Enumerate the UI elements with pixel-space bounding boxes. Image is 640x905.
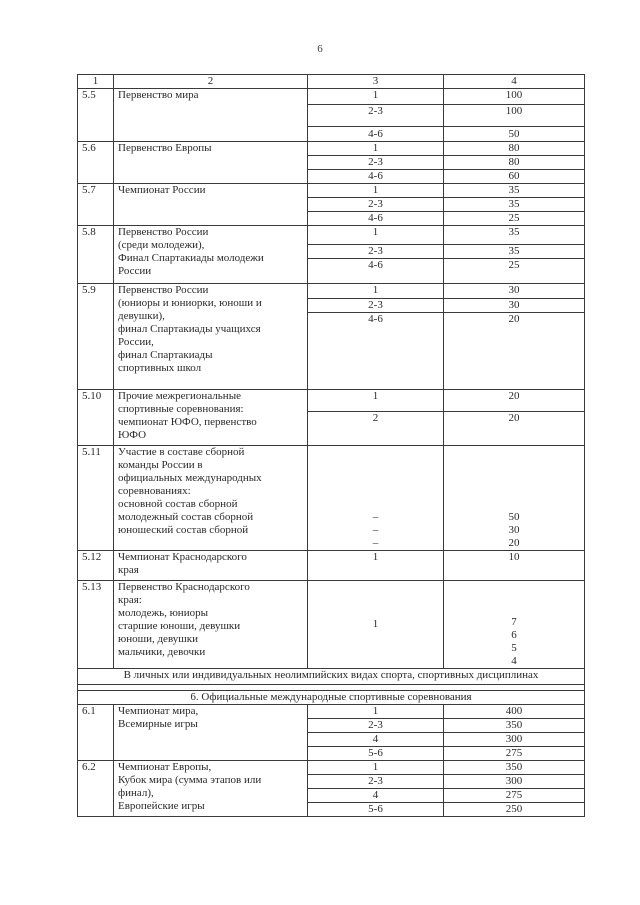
place: 2-3 — [308, 719, 444, 733]
place: 1 — [308, 226, 444, 245]
name-line: соревнованиях: — [118, 485, 191, 497]
points: 25 — [444, 212, 585, 226]
competition-name — [114, 142, 308, 184]
name-line: края — [118, 564, 139, 576]
row-number: 5.7 — [78, 184, 114, 226]
category-banner: В личных или индивидуальных неолимпийских видах спорта, спортивных дисциплинах — [78, 669, 585, 685]
place: 1 — [308, 142, 444, 156]
competition-name — [114, 705, 308, 761]
place: 2-3 — [308, 775, 444, 789]
table-row — [78, 581, 585, 669]
place: 1 — [308, 390, 444, 412]
name-line: Европейские игры — [118, 800, 205, 812]
section-heading: 6. Официальные международные спортивные соревнования — [78, 691, 585, 705]
points: 30 — [444, 299, 585, 313]
row-number: 5.13 — [78, 581, 114, 669]
section-heading-row — [78, 691, 585, 705]
name-line: команды России в — [118, 459, 203, 471]
points: 50 — [444, 127, 585, 142]
name-line: Чемпионат Европы, — [118, 761, 212, 773]
table-row — [78, 184, 585, 198]
name-line: финал), — [118, 787, 154, 799]
points: 250 — [444, 803, 585, 817]
place: 4-6 — [308, 313, 444, 390]
place: 1 — [308, 705, 444, 719]
points: 275 — [444, 747, 585, 761]
points: 50 — [508, 511, 520, 523]
points: 6 — [511, 629, 517, 641]
points: 350 — [444, 761, 585, 775]
place: 2 — [308, 412, 444, 446]
points: 25 — [444, 259, 585, 284]
scoring-table — [77, 74, 585, 817]
points: 35 — [444, 226, 585, 245]
name-line: юношеский состав сборной — [118, 524, 249, 536]
points: 60 — [444, 170, 585, 184]
place: 4 — [308, 733, 444, 747]
category-banner-row — [78, 669, 585, 685]
place: 2-3 — [308, 245, 444, 259]
name-line: Кубок мира (сумма этапов или — [118, 774, 262, 786]
name-line: старшие юноши, девушки — [118, 620, 241, 632]
name-line: Финал Спартакиады молодежи — [118, 252, 264, 264]
points: 4 — [511, 655, 517, 667]
points: 20 — [444, 412, 585, 446]
row-number: 5.9 — [78, 284, 114, 390]
place: 2-3 — [308, 198, 444, 212]
points: 100 — [444, 105, 585, 127]
competition-name — [114, 284, 308, 390]
competition-name — [114, 184, 308, 226]
name-line: финал Спартакиады учащихся — [118, 323, 261, 335]
competition-name — [114, 89, 308, 142]
points: 300 — [444, 733, 585, 747]
place-list — [308, 446, 444, 551]
place: 4 — [308, 789, 444, 803]
points: 30 — [444, 284, 585, 299]
name-line: основной состав сборной — [118, 498, 238, 510]
name-line: Первенство мира — [118, 89, 199, 101]
name-line: молодежный состав сборной — [118, 511, 254, 523]
place: 4-6 — [308, 127, 444, 142]
name-line: молодежь, юниоры — [118, 607, 208, 619]
header-row — [78, 75, 585, 89]
name-line: Участие в составе сборной — [118, 446, 245, 458]
place: 1 — [308, 551, 444, 581]
table-row — [78, 551, 585, 581]
place: 1 — [308, 184, 444, 198]
name-line: Чемпионат мира, — [118, 705, 199, 717]
place: 1 — [308, 89, 444, 105]
header-col-1: 1 — [78, 75, 114, 89]
place: 2-3 — [308, 156, 444, 170]
name-line: Всемирные игры — [118, 718, 198, 730]
place: 5-6 — [308, 747, 444, 761]
points: 80 — [444, 142, 585, 156]
name-line: юноши, девушки — [118, 633, 198, 645]
table-row — [78, 284, 585, 299]
name-line: девушки), — [118, 310, 165, 322]
row-number: 5.6 — [78, 142, 114, 184]
name-line: России — [118, 265, 152, 277]
place: 4-6 — [308, 259, 444, 284]
row-number: 5.11 — [78, 446, 114, 551]
name-line: России, — [118, 336, 154, 348]
place: 4-6 — [308, 212, 444, 226]
points: 350 — [444, 719, 585, 733]
row-number: 5.12 — [78, 551, 114, 581]
name-line: Прочие межрегиональные — [118, 390, 241, 402]
table-row — [78, 705, 585, 719]
table-row — [78, 390, 585, 412]
row-number: 5.10 — [78, 390, 114, 446]
points: 20 — [508, 537, 520, 549]
points-list — [444, 581, 585, 669]
name-line: ЮФО — [118, 429, 147, 441]
table-row — [78, 761, 585, 775]
competition-name — [114, 551, 308, 581]
name-line: Чемпионат Краснодарского — [118, 551, 247, 563]
name-line: Первенство России — [118, 284, 209, 296]
header-col-4: 4 — [444, 75, 585, 89]
place: – — [372, 537, 379, 549]
points: 30 — [508, 524, 520, 536]
points: 275 — [444, 789, 585, 803]
points: 10 — [444, 551, 585, 581]
place: 2-3 — [308, 105, 444, 127]
points: 20 — [444, 313, 585, 390]
points-list — [444, 446, 585, 551]
table-row — [78, 142, 585, 156]
table-row — [78, 89, 585, 105]
row-number: 6.1 — [78, 705, 114, 761]
competition-name — [114, 446, 308, 551]
competition-name — [114, 226, 308, 284]
header-col-3: 3 — [308, 75, 444, 89]
name-line: края: — [118, 594, 142, 606]
points: 35 — [444, 184, 585, 198]
points: 100 — [444, 89, 585, 105]
header-col-2: 2 — [114, 75, 308, 89]
name-line: Первенство Краснодарского — [118, 581, 250, 593]
page-number: 6 — [317, 43, 323, 55]
points: 5 — [511, 642, 517, 654]
competition-name — [114, 761, 308, 817]
name-line: Первенство Европы — [118, 142, 212, 154]
place: 1 — [308, 284, 444, 299]
name-line: Чемпионат России — [118, 184, 206, 196]
competition-name — [114, 581, 308, 669]
place: – — [372, 524, 379, 536]
name-line: спортивных школ — [118, 362, 202, 374]
name-line: чемпионат ЮФО, первенство — [118, 416, 257, 428]
place: 4-6 — [308, 170, 444, 184]
place: 1 — [308, 761, 444, 775]
points: 80 — [444, 156, 585, 170]
points: 20 — [444, 390, 585, 412]
name-line: мальчики, девочки — [118, 646, 206, 658]
name-line: (среди молодежи), — [118, 239, 205, 251]
name-line: спортивные соревнования: — [118, 403, 244, 415]
place: 5-6 — [308, 803, 444, 817]
name-line: финал Спартакиады — [118, 349, 213, 361]
points: 300 — [444, 775, 585, 789]
points: 35 — [444, 198, 585, 212]
place: 1 — [308, 581, 444, 669]
place: – — [372, 511, 379, 523]
name-line: официальных международных — [118, 472, 262, 484]
points: 35 — [444, 245, 585, 259]
name-line: Первенство России — [118, 226, 209, 238]
competition-name — [114, 390, 308, 446]
points: 7 — [511, 616, 517, 628]
points: 400 — [444, 705, 585, 719]
row-number: 6.2 — [78, 761, 114, 817]
row-number: 5.5 — [78, 89, 114, 142]
table-row — [78, 446, 585, 551]
row-number: 5.8 — [78, 226, 114, 284]
place: 2-3 — [308, 299, 444, 313]
table-row — [78, 226, 585, 245]
name-line: (юниоры и юниорки, юноши и — [118, 297, 262, 309]
